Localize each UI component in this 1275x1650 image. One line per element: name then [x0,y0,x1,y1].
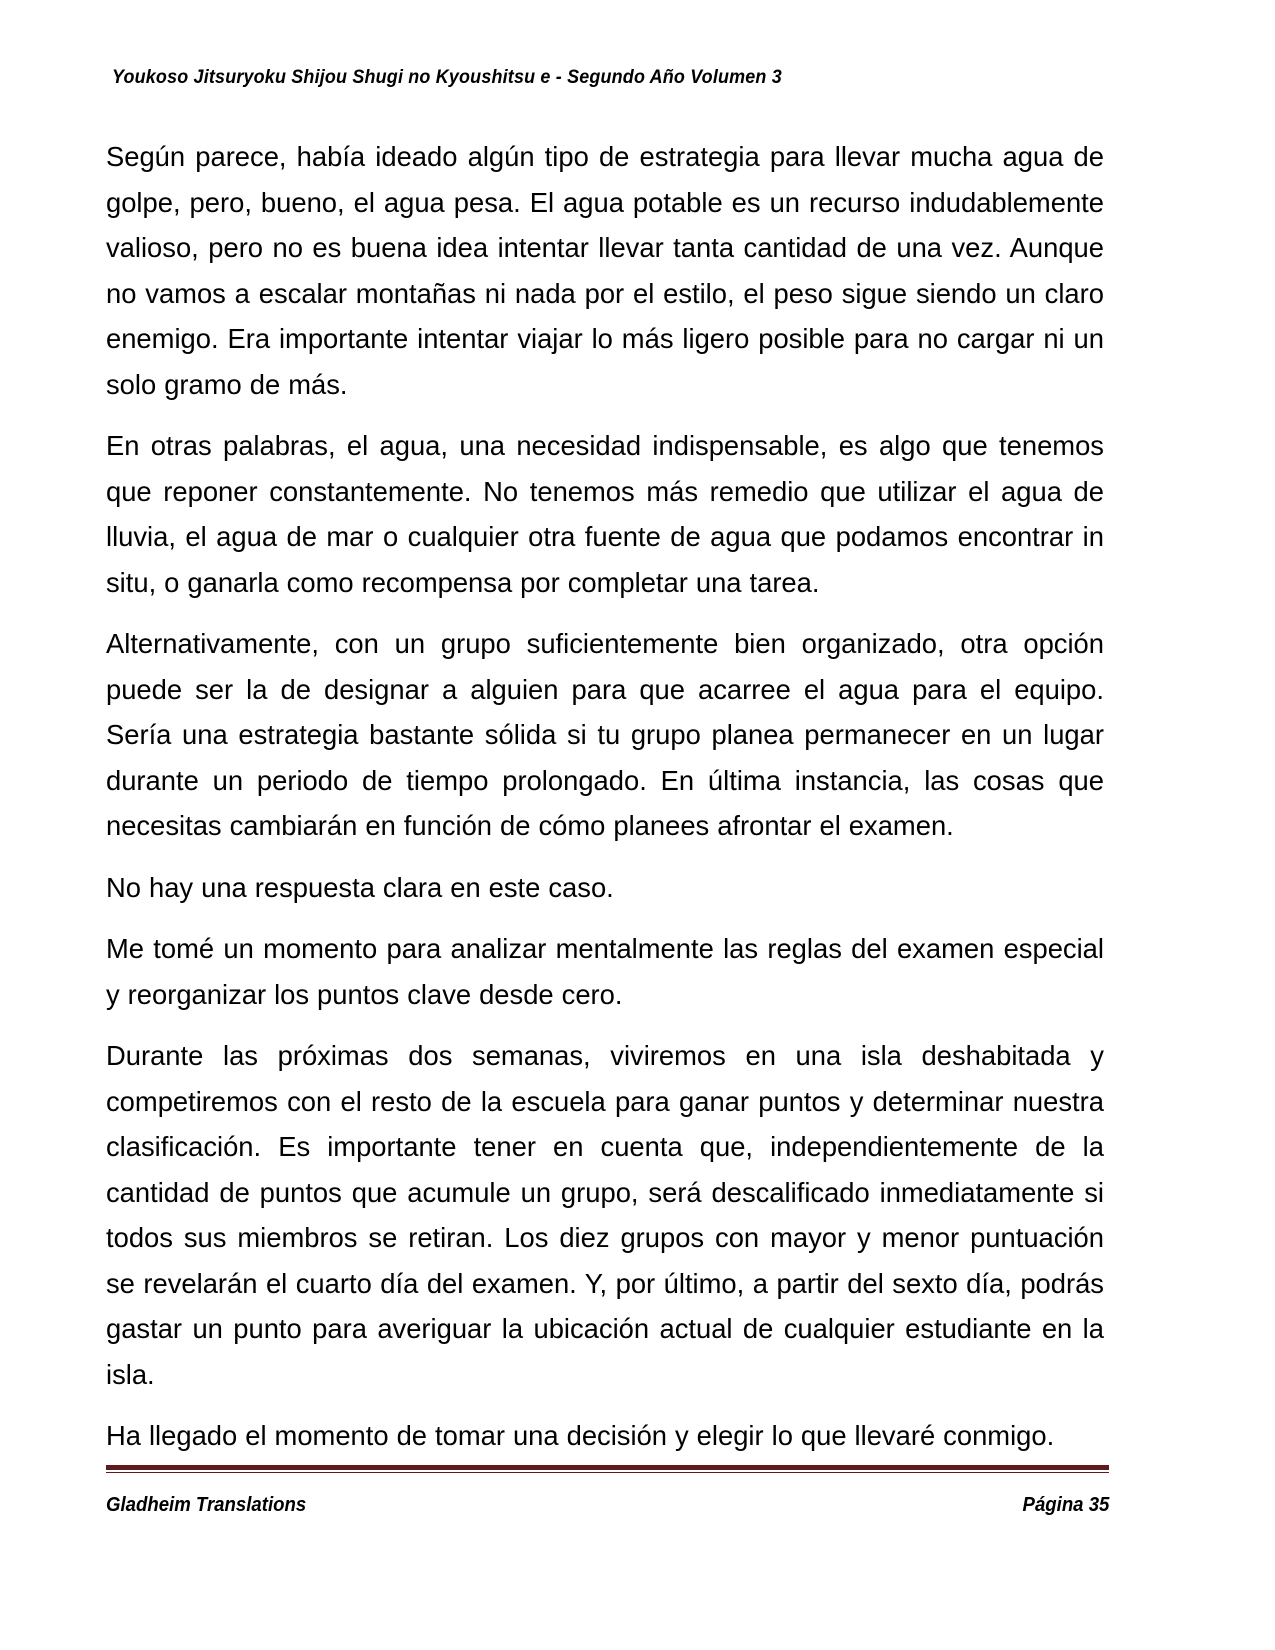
footer-page-number: Página 35 [1022,1494,1109,1516]
body-paragraph: Me tomé un momento para analizar mentalmente las reglas del examen especial y reorganizar los puntos clave desde cero. [106,933,1104,1010]
body-paragraph: En otras palabras, el agua, una necesidad indispensable, es algo que tenemos que reponer constantemente. No tenemos más remedio que utilizar el agua de lluvia, el agua de mar o cualquier otra fuente de agua que podamos encontrar in situ, o ganarla como recompensa por completar una tarea. [106,430,1104,598]
body-paragraph: Alternativamente, con un grupo suficientemente bien organizado, otra opción puede ser la de designar a alguien para que acarree el agua para el equipo. Sería una estrategia bastante sólida si tu grupo planea permanecer en un lugar durante un periodo de tiempo prolongado. En última instancia, las cosas que necesitas cambiarán en función de cómo planees afrontar el examen. [106,628,1104,841]
document-body [106,134,1109,1459]
body-paragraph: Durante las próximas dos semanas, viviremos en una isla deshabitada y competiremos con el resto de la escuela para ganar puntos y determinar nuestra clasificación. Es importante tener en cuenta que, independientemente de la cantidad de puntos que acumule un grupo, será descalificado inmediatamente si todos sus miembros se retiran. Los diez grupos con mayor y menor puntuación se revelarán el cuarto día del examen. Y, por último, a partir del sexto día, podrás gastar un punto para averiguar la ubicación actual de cualquier estudiante en la isla. [106,1040,1104,1390]
footer-divider-thin [106,1472,1109,1474]
footer-divider-thick [106,1465,1109,1470]
body-paragraph: Según parece, había ideado algún tipo de estrategia para llevar mucha agua de golpe, pero, bueno, el agua pesa. El agua potable es un recurso indudablemente valioso, pero no es buena idea intentar llevar tanta cantidad de una vez. Aunque no vamos a escalar montañas ni nada por el estilo, el peso sigue siendo un claro enemigo. Era importante intentar viajar lo más ligero posible para no cargar ni un solo gramo de más. [106,141,1104,400]
footer-translator-label: Gladheim Translations [106,1494,307,1516]
page-footer [106,1465,1109,1518]
page-header [112,66,1162,96]
header-title: Youkoso Jitsuryoku Shijou Shugi no Kyoushitsu e - Segundo Año Volumen 3 [112,66,782,88]
body-paragraph: Ha llegado el momento de tomar una decisión y elegir lo que llevaré conmigo. [106,1420,1055,1451]
footer-row [106,1494,1109,1517]
body-paragraph: No hay una respuesta clara en este caso. [106,871,614,903]
